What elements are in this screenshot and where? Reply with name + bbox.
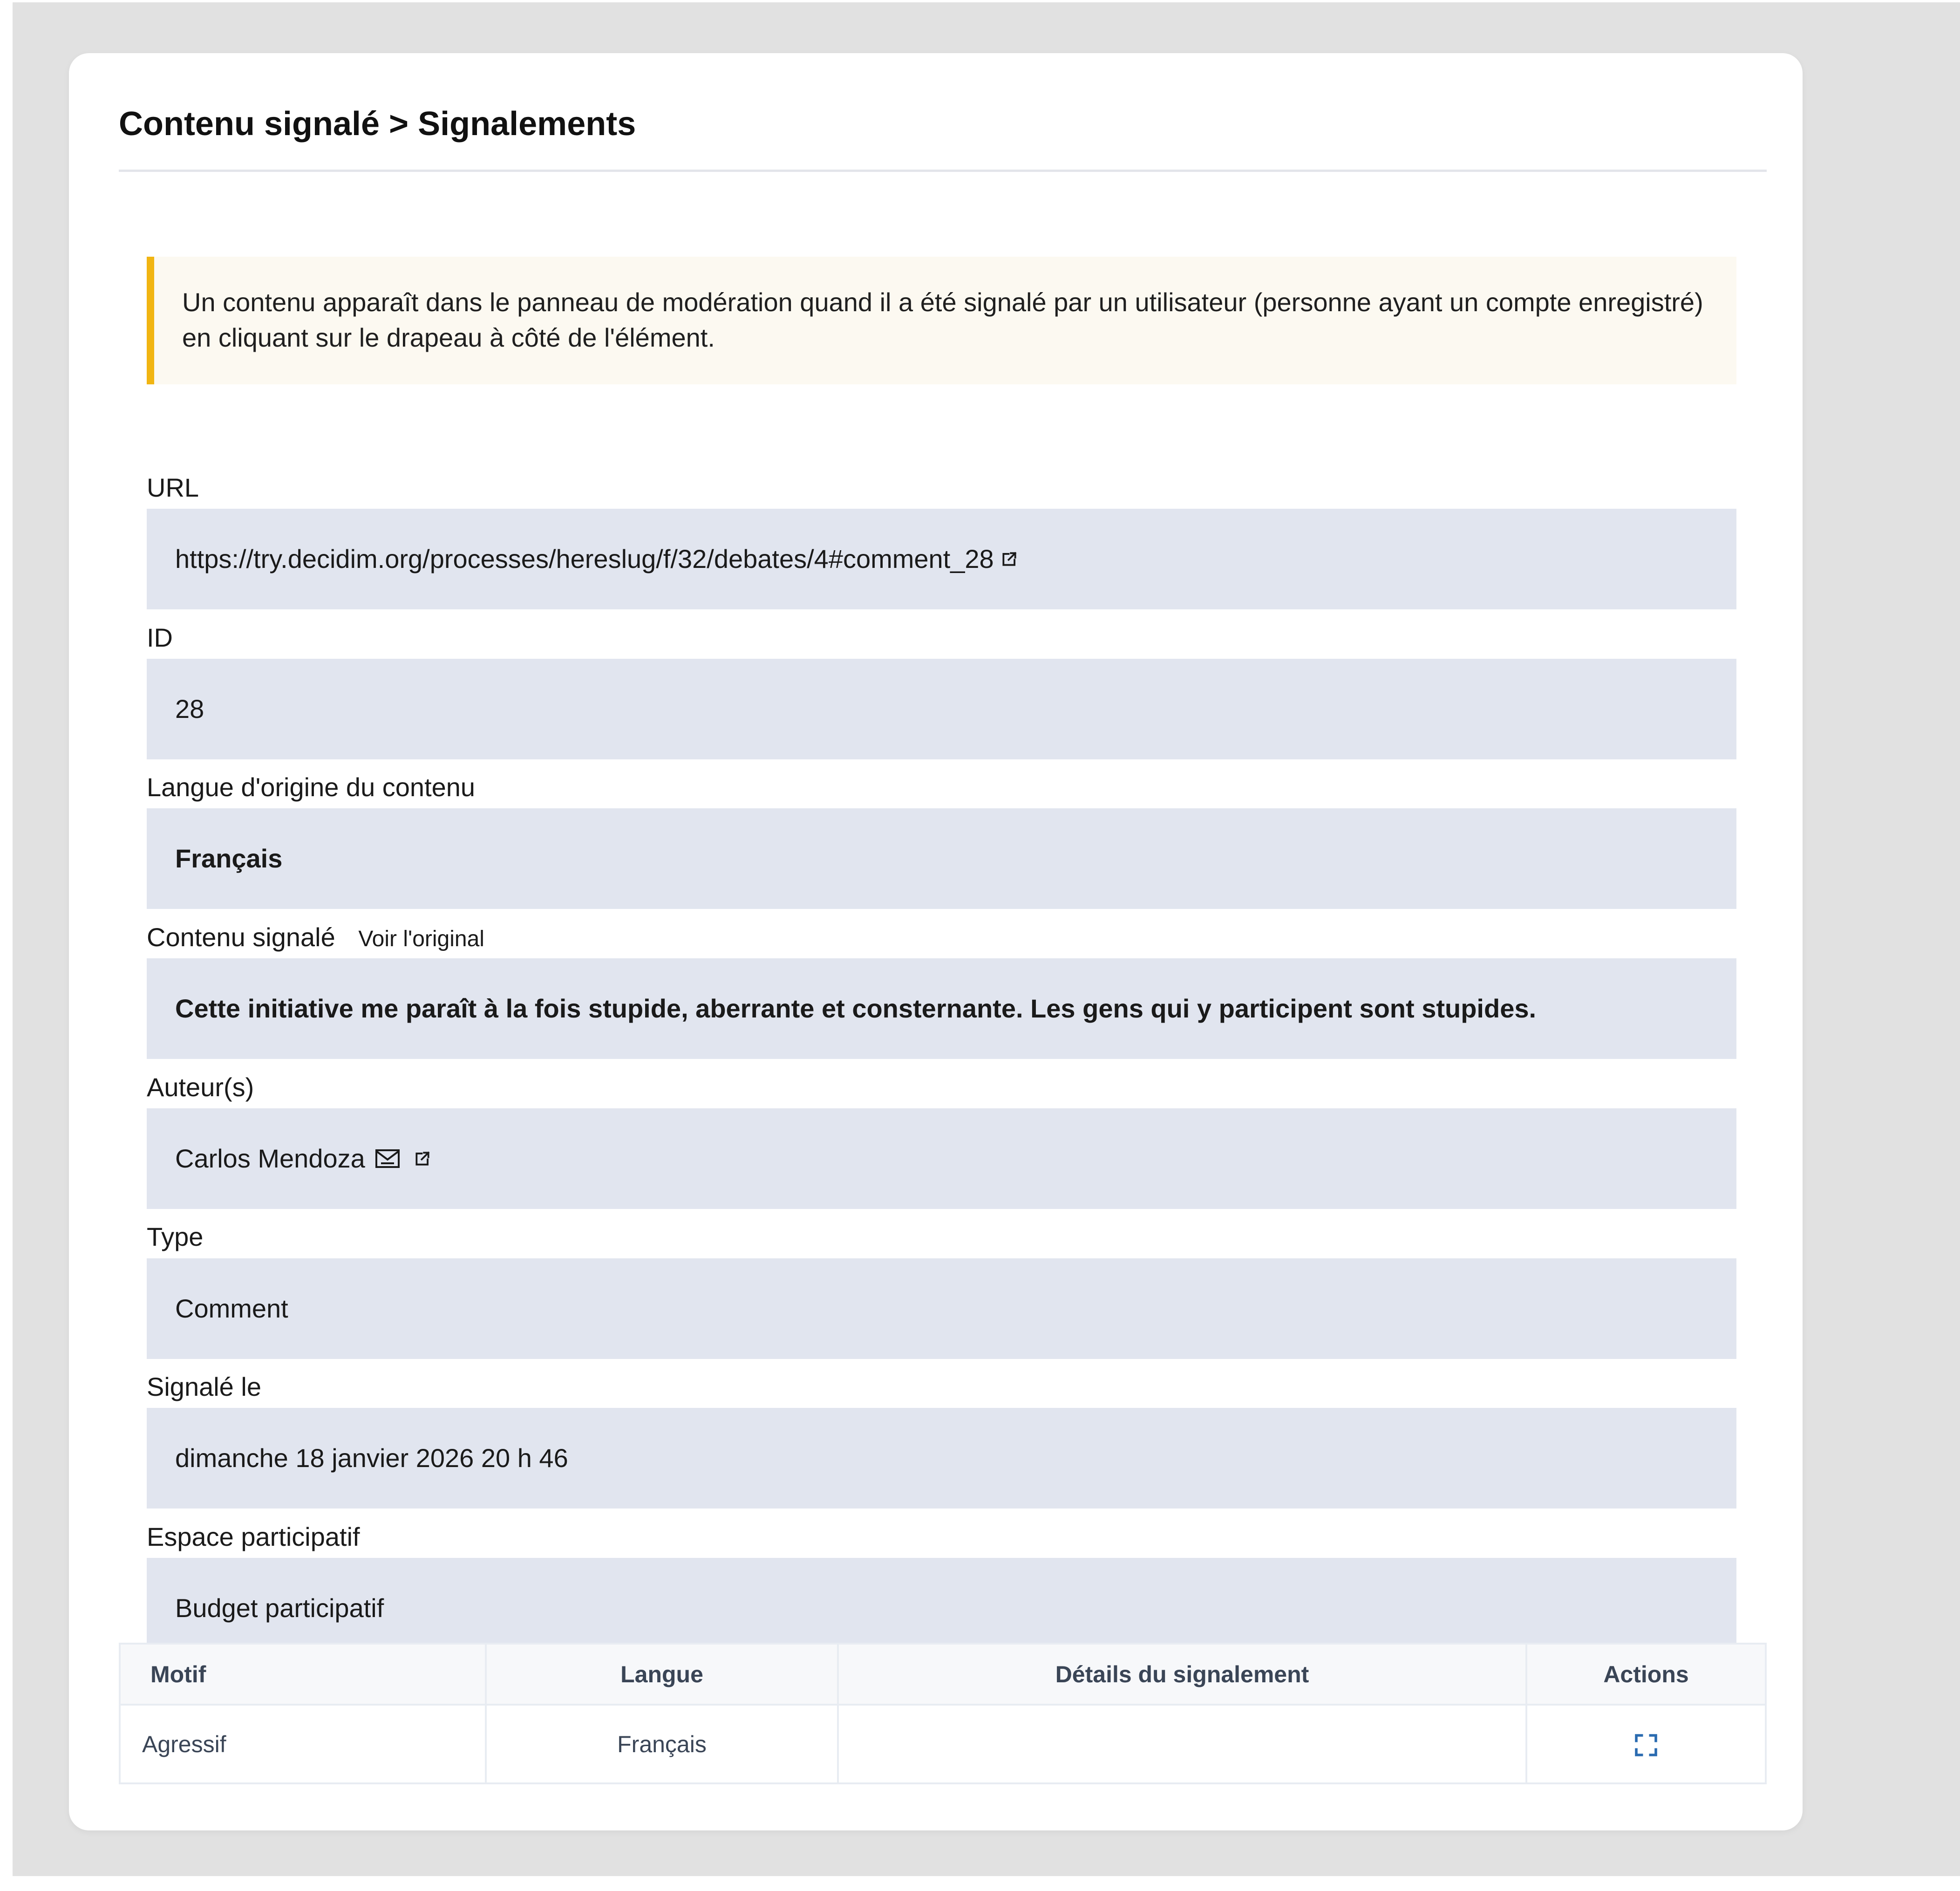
reported-at-value: dimanche 18 janvier 2026 20 h 46 [175, 1443, 568, 1473]
type-field [147, 1258, 1736, 1359]
reported-content-label [147, 919, 484, 958]
table-row [120, 1705, 1766, 1783]
column-header-details: Détails du signalement [838, 1644, 1526, 1705]
external-link-icon[interactable] [414, 1150, 431, 1167]
reported-content-field [147, 958, 1736, 1059]
reported-at-field [147, 1408, 1736, 1509]
authors-label: Auteur(s) [147, 1072, 254, 1102]
mail-icon[interactable] [374, 1148, 401, 1169]
column-header-reason: Motif [120, 1644, 486, 1705]
id-field [147, 659, 1736, 759]
column-header-language: Langue [486, 1644, 838, 1705]
space-value: Budget participatif [175, 1593, 384, 1623]
author-name: Carlos Mendoza [175, 1144, 365, 1173]
report-reason: Agressif [120, 1705, 486, 1783]
reported-at-label: Signalé le [147, 1372, 261, 1401]
external-link-icon[interactable] [1000, 550, 1018, 568]
language-value: Français [175, 844, 283, 873]
expand-icon[interactable] [1633, 1732, 1659, 1758]
space-label: Espace participatif [147, 1522, 360, 1551]
info-callout-text: Un contenu apparaît dans le panneau de modération quand il a été signalé par un utilisateur (personne ayant un compte enregistré) en cliquant sur le drapeau à côté de l'élément. [182, 287, 1703, 352]
report-language: Français [486, 1705, 838, 1783]
reports-table [119, 1643, 1767, 1784]
type-value: Comment [175, 1294, 288, 1323]
url-field [147, 509, 1736, 609]
reported-content-label-text: Contenu signalé [147, 922, 335, 952]
report-actions [1526, 1705, 1766, 1783]
type-label: Type [147, 1222, 204, 1251]
url-link[interactable]: https://try.decidim.org/processes/hereslug/f/32/debates/4#comment_28 [175, 544, 994, 573]
column-header-actions: Actions [1526, 1644, 1766, 1705]
authors-field [147, 1108, 1736, 1209]
url-value[interactable] [175, 509, 1018, 609]
report-details [838, 1705, 1526, 1783]
authors-value [175, 1108, 431, 1209]
language-field [147, 808, 1736, 909]
view-original-link[interactable]: Voir l'original [358, 927, 484, 951]
page-background [13, 2, 1960, 1876]
page-title: Contenu signalé > Signalements [119, 105, 636, 143]
title-divider [119, 170, 1767, 172]
language-label: Langue d'origine du contenu [147, 772, 476, 802]
reported-content-value: Cette initiative me paraît à la fois stupide, aberrante et consternante. Les gens qui y participent sont stupides. [175, 994, 1537, 1023]
id-label: ID [147, 623, 173, 652]
table-header-row [120, 1644, 1766, 1705]
content-card [69, 53, 1803, 1830]
url-label: URL [147, 473, 199, 502]
id-value: 28 [175, 694, 204, 724]
info-callout [147, 257, 1736, 384]
